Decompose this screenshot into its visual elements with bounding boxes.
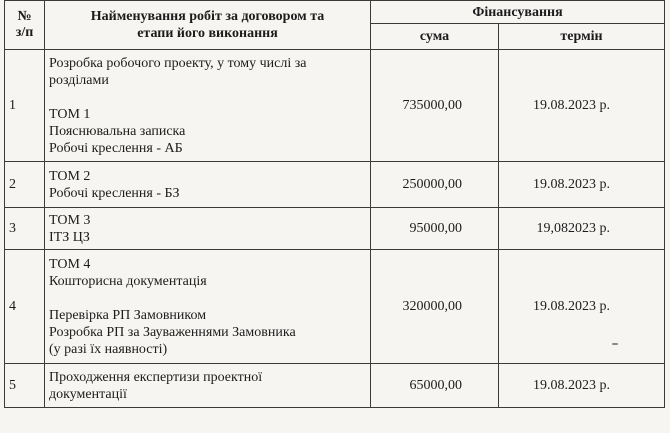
- header-work-name: [45, 1, 371, 50]
- work-line: Проходження експертизи проектної: [49, 370, 263, 385]
- row-sum: 735000,00: [371, 50, 499, 162]
- row-work-name: [45, 50, 371, 162]
- header-financing: Фінансування: [371, 1, 665, 24]
- row-number: 5: [5, 364, 45, 408]
- line-gap: [49, 290, 370, 307]
- row-sum: 65000,00: [371, 364, 499, 408]
- header-term: термін: [499, 24, 665, 50]
- work-line: ТОМ 2: [49, 169, 91, 184]
- row-sum: 320000,00: [371, 250, 499, 364]
- row-term: 19.08.2023 р.: [499, 250, 665, 364]
- row-number: 2: [5, 162, 45, 208]
- work-line: Перевірка РП Замовником: [49, 308, 207, 323]
- work-line: (у разі їх наявності): [49, 342, 168, 357]
- row-work-name: [45, 162, 371, 208]
- work-line: ІТЗ ЦЗ: [49, 230, 90, 245]
- row-term: 19.08.2023 р.: [499, 364, 665, 408]
- work-line: розділами: [49, 73, 109, 88]
- work-line: Розробка РП за Зауваженнями Замовника: [49, 325, 296, 340]
- row-number: 1: [5, 50, 45, 162]
- row-number: 4: [5, 250, 45, 364]
- work-line: Пояснювальна записка: [49, 124, 186, 139]
- header-sum: сума: [371, 24, 499, 50]
- work-line: ТОМ 3: [49, 213, 91, 228]
- work-line: Робочі креслення - АБ: [49, 141, 183, 156]
- header-num-line2: з/п: [15, 25, 34, 40]
- line-gap: [49, 89, 370, 106]
- header-name-line1: Найменування робіт за договором та: [90, 9, 325, 24]
- row-sum: 250000,00: [371, 162, 499, 208]
- header-num: [5, 1, 45, 50]
- header-row-1: [5, 1, 665, 24]
- table-row: [5, 50, 665, 162]
- work-line: Кошторисна документація: [49, 274, 207, 289]
- header-name-line2: етапи його виконання: [137, 26, 278, 41]
- table-row: [5, 364, 665, 408]
- work-line: Робочі креслення - БЗ: [49, 186, 180, 201]
- row-sum: 95000,00: [371, 208, 499, 250]
- table-row: [5, 208, 665, 250]
- row-work-name: [45, 208, 371, 250]
- row-number: 3: [5, 208, 45, 250]
- row-term: 19.08.2023 р.: [499, 50, 665, 162]
- header-num-line1: №: [17, 9, 32, 24]
- work-line: Розробка робочого проекту, у тому числі за: [49, 56, 307, 71]
- work-line: ТОМ 4: [49, 257, 91, 272]
- ink-mark: [612, 343, 618, 345]
- row-term: 19,082023 р.: [499, 208, 665, 250]
- row-work-name: [45, 250, 371, 364]
- row-work-name: [45, 364, 371, 408]
- work-line: документації: [49, 387, 127, 402]
- work-line: ТОМ 1: [49, 107, 91, 122]
- row-term: 19.08.2023 р.: [499, 162, 665, 208]
- table-row: [5, 250, 665, 364]
- works-table: [4, 0, 665, 408]
- table-row: [5, 162, 665, 208]
